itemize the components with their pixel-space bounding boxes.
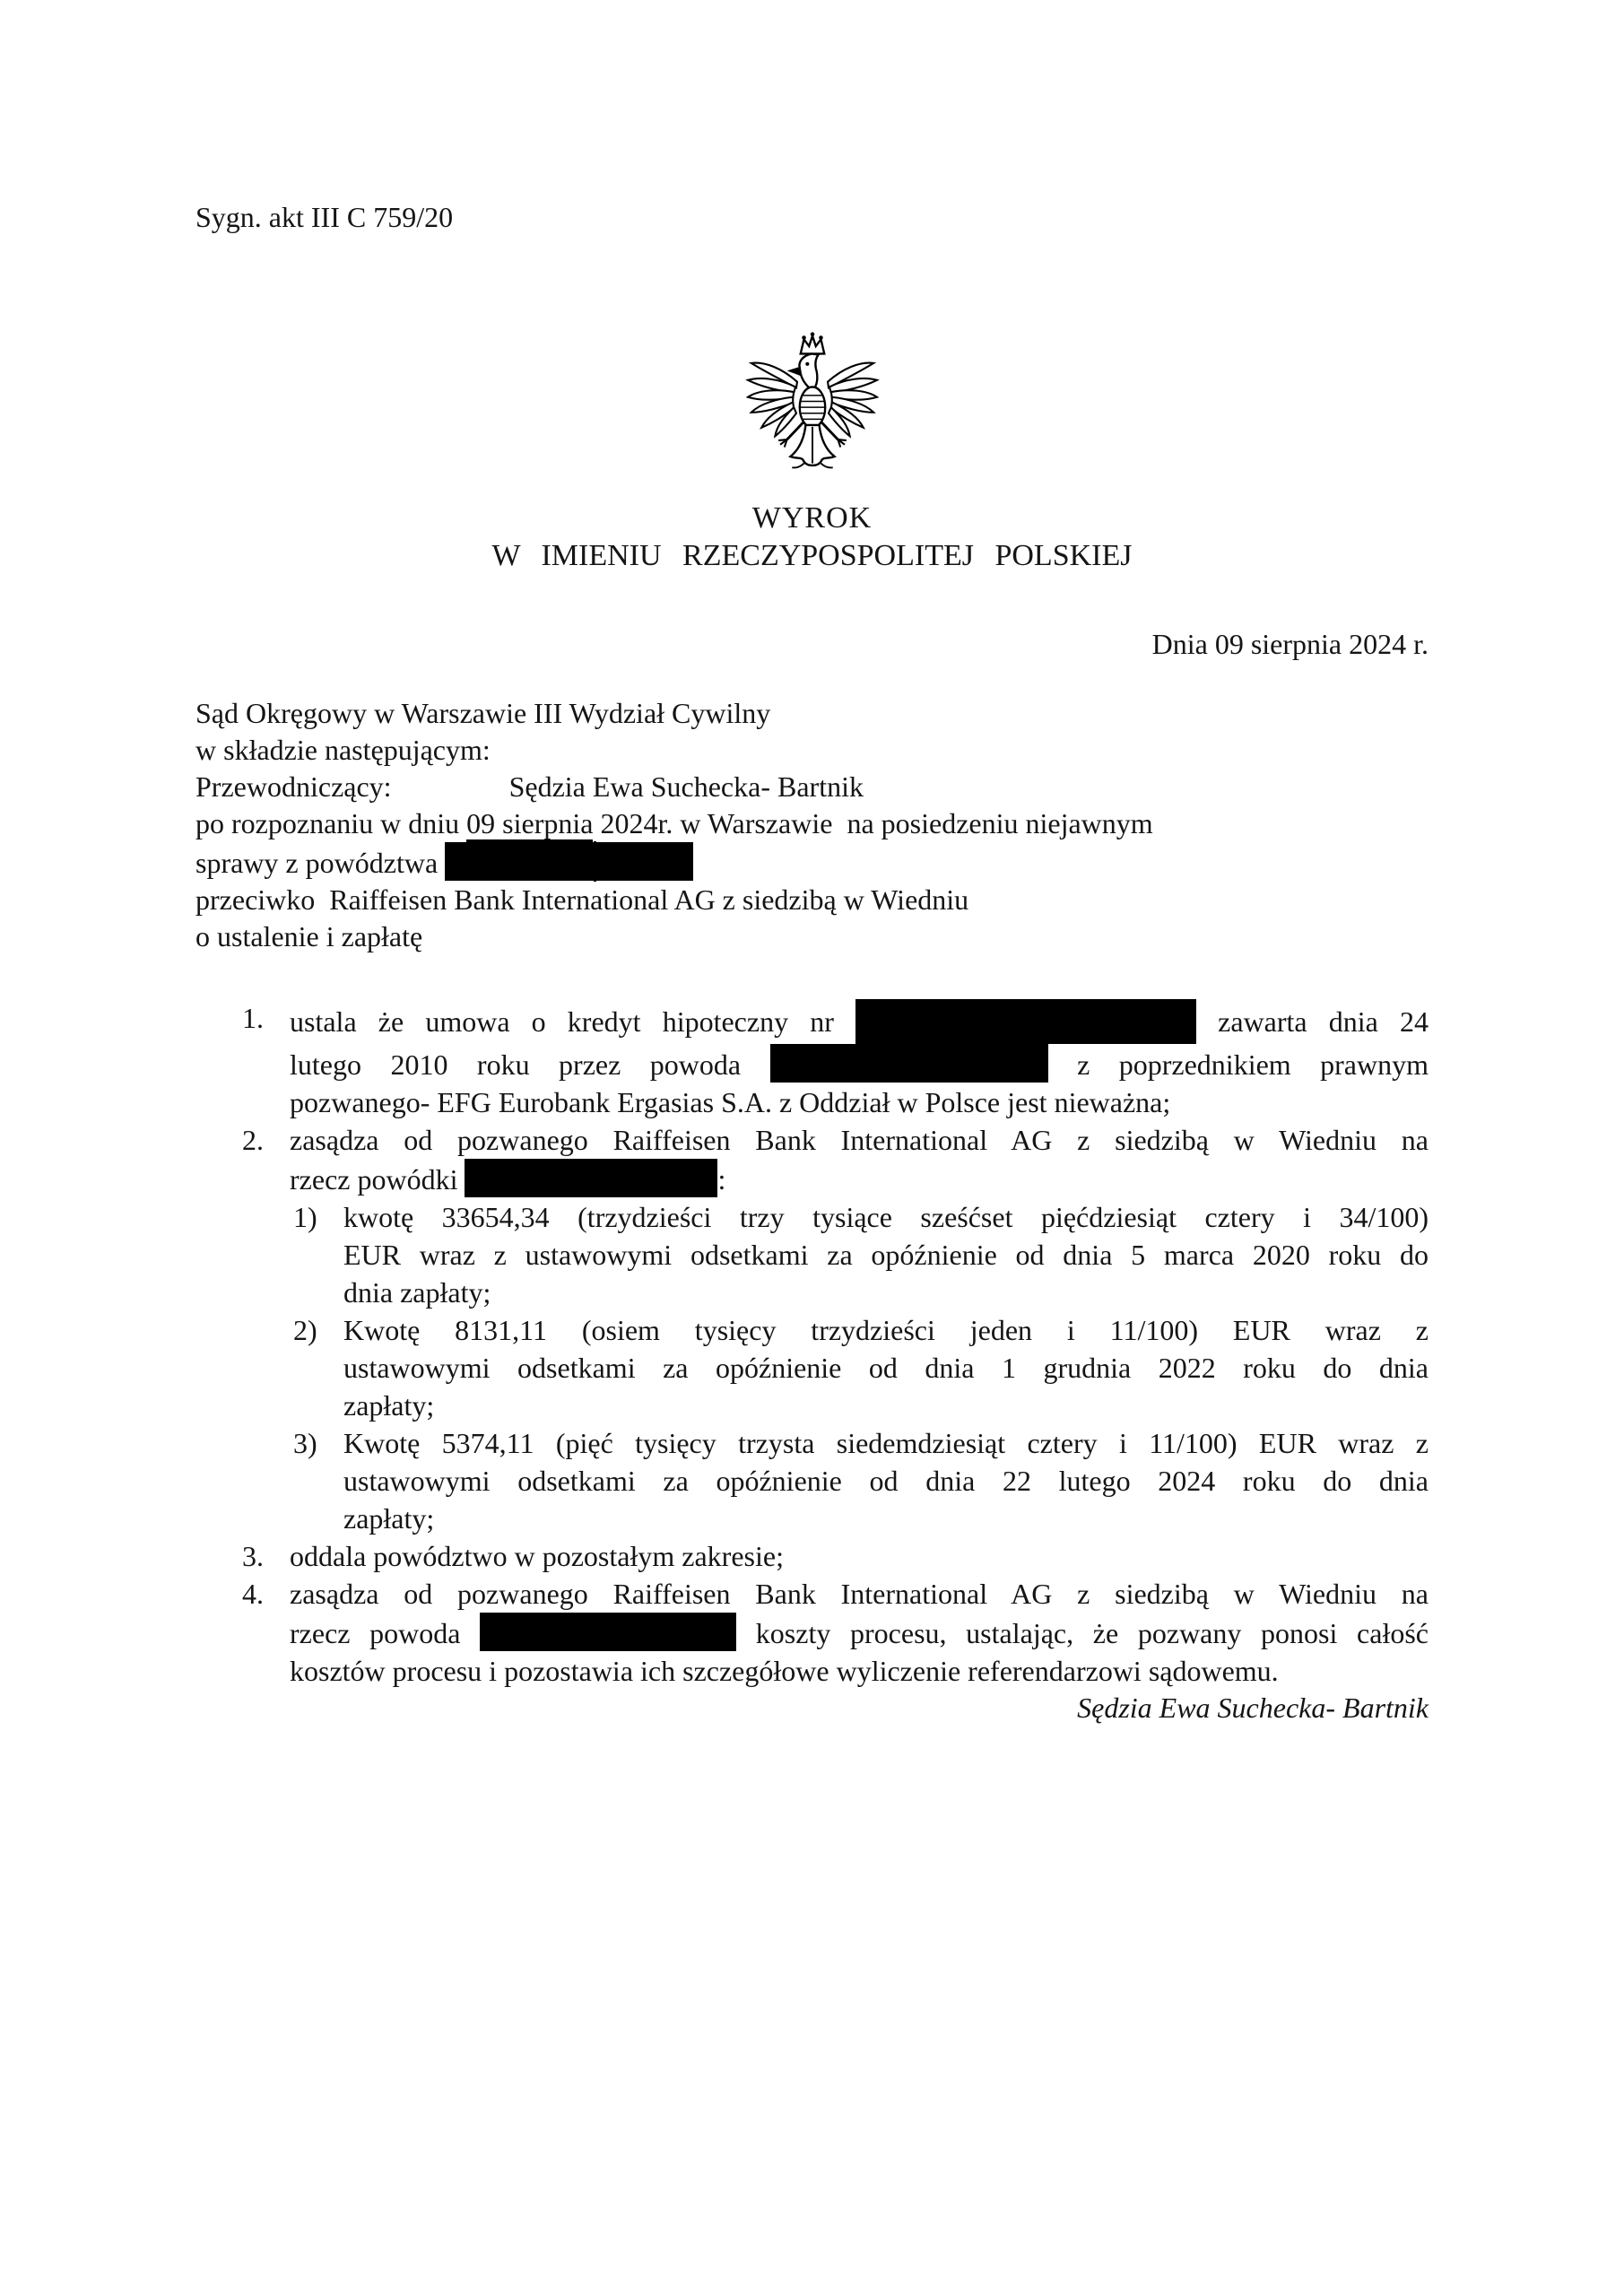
- text-run: Przewodniczący:: [195, 770, 392, 803]
- ruling-line: [290, 1575, 1429, 1613]
- ruling-line: [343, 1500, 1429, 1537]
- ruling-line: [290, 999, 1429, 1044]
- ruling-line: [290, 1083, 1429, 1121]
- text-run: Sąd Okręgowy w Warszawie III Wydział Cywilny: [195, 697, 771, 729]
- list-marker: 2): [293, 1314, 317, 1346]
- ruling-line: [343, 1236, 1429, 1274]
- text-run: :: [717, 1163, 726, 1196]
- rulings-list: [195, 999, 1429, 1690]
- text-run: po rozpoznaniu w dniu: [195, 807, 467, 839]
- text-run: ustawowymi odsetkami za opóźnienie od dnia 22 lutego 2024 roku do dnia: [343, 1465, 1429, 1497]
- ruling-line: [343, 1274, 1429, 1311]
- text-run: pozwanego- EFG Eurobank Ergasias S.A. z Oddział w Polsce jest nieważna;: [290, 1086, 1171, 1118]
- text-run: Kwotę 5374,11 (pięć tysięcy trzysta siedemdziesiąt cztery i 11/100) EUR wraz z: [343, 1427, 1429, 1459]
- ruling-line: [343, 1462, 1429, 1500]
- ruling-item-1: [195, 999, 1429, 1121]
- ruling-line: [343, 1311, 1429, 1349]
- redaction-bar: [480, 1613, 736, 1651]
- text-run: z poprzednikiem prawnym: [1047, 1048, 1429, 1081]
- text-run: Kwotę 8131,11 (osiem tysięcy trzydzieści jeden i 11/100) EUR wraz z: [343, 1314, 1429, 1346]
- court-line: [195, 918, 1429, 955]
- polish-eagle-emblem: [744, 329, 881, 489]
- text-run: zapłaty;: [343, 1389, 435, 1422]
- emblem-row: [195, 329, 1429, 491]
- ruling-line: [343, 1387, 1429, 1424]
- court-line: [195, 882, 1429, 918]
- text-run: ustawowymi odsetkami za opóźnienie od dnia 1 grudnia 2022 roku do dnia: [343, 1352, 1429, 1384]
- text-run: kosztów procesu i pozostawia ich szczegółowe wyliczenie referendarzowi sądowemu.: [290, 1655, 1279, 1687]
- case-number: Sygn. akt III C 759/20: [195, 201, 454, 233]
- text-run: w składzie następującym:: [195, 734, 491, 766]
- text-run: zapłaty;: [343, 1502, 435, 1535]
- ruling-item-2-sub: [195, 1311, 1429, 1424]
- text-run: lutego 2010 roku przez powoda: [290, 1048, 770, 1081]
- ruling-line: [343, 1349, 1429, 1387]
- court-line: [195, 842, 1429, 882]
- court-composition-block: [195, 695, 1429, 955]
- court-line: [195, 805, 1429, 842]
- redaction-bar: [445, 842, 693, 881]
- judgment-date: Dnia 09 sierpnia 2024 r.: [1151, 628, 1429, 660]
- redaction-bar: [855, 999, 1196, 1044]
- text-run: 2024r. w Warszawie na posiedzeniu niejawnym: [593, 807, 1153, 839]
- list-marker: 1): [293, 1201, 317, 1233]
- text-run: dnia zapłaty;: [343, 1276, 491, 1309]
- list-marker: 1.: [242, 1002, 264, 1034]
- court-line: [195, 695, 1429, 732]
- ruling-line: [290, 1652, 1429, 1690]
- ruling-item-3-sub: [195, 1424, 1429, 1537]
- judge-signature: Sędzia Ewa Suchecka- Bartnik: [1077, 1692, 1429, 1724]
- list-marker: 2.: [242, 1124, 264, 1156]
- court-line: [195, 769, 1429, 805]
- court-line: [195, 732, 1429, 769]
- ruling-item-4: [195, 1575, 1429, 1690]
- redaction-bar: [465, 1159, 717, 1197]
- scan-artifact-line: [594, 841, 596, 882]
- text-run: o ustalenie i zapłatę: [195, 920, 423, 952]
- text-run: zawarta dnia 24: [1196, 1005, 1429, 1038]
- text-run: zasądza od pozwanego Raiffeisen Bank International AG z siedzibą w Wiedniu na: [290, 1124, 1429, 1156]
- ruling-line: [290, 1613, 1429, 1652]
- text-run: zasądza od pozwanego Raiffeisen Bank International AG z siedzibą w Wiedniu na: [290, 1578, 1429, 1610]
- ruling-line: [290, 1121, 1429, 1159]
- list-marker: 3.: [242, 1540, 264, 1572]
- ruling-line: [343, 1424, 1429, 1462]
- text-run: oddala powództwo w pozostałym zakresie;: [290, 1540, 784, 1572]
- text-run: sprawy z powództwa: [195, 847, 446, 879]
- ruling-line: [290, 1159, 1429, 1198]
- judgment-subtitle: W IMIENIU RZECZYPOSPOLITEJ POLSKIEJ: [491, 539, 1133, 572]
- list-marker: 4.: [242, 1578, 264, 1610]
- text-run: EUR wraz z ustawowymi odsetkami za opóźnienie od dnia 5 marca 2020 roku do: [343, 1239, 1429, 1271]
- text-run: koszty procesu, ustalając, że pozwany ponosi całość: [736, 1617, 1429, 1649]
- text-run: rzecz powódki: [290, 1163, 465, 1196]
- text-run: Sędzia Ewa Suchecka- Bartnik: [508, 770, 864, 803]
- ruling-item-1-sub: [195, 1198, 1429, 1311]
- ruling-line: [290, 1537, 1429, 1575]
- underlined-date: 09 sierpnia: [466, 807, 593, 842]
- list-marker: 3): [293, 1427, 317, 1459]
- ruling-item-3: [195, 1537, 1429, 1575]
- judgment-title: WYROK: [751, 501, 873, 535]
- ruling-line: [290, 1044, 1429, 1083]
- text-run: rzecz powoda: [290, 1617, 481, 1649]
- text-run: ustala że umowa o kredyt hipoteczny nr: [290, 1005, 856, 1038]
- redaction-bar: [770, 1044, 1048, 1083]
- ruling-line: [343, 1198, 1429, 1236]
- text-run: przeciwko Raiffeisen Bank International AG z siedzibą w Wiedniu: [195, 883, 969, 916]
- text-run: kwotę 33654,34 (trzydzieści trzy tysiące sześćset pięćdziesiąt cztery i 34/100): [343, 1201, 1429, 1233]
- ruling-item-2: [195, 1121, 1429, 1198]
